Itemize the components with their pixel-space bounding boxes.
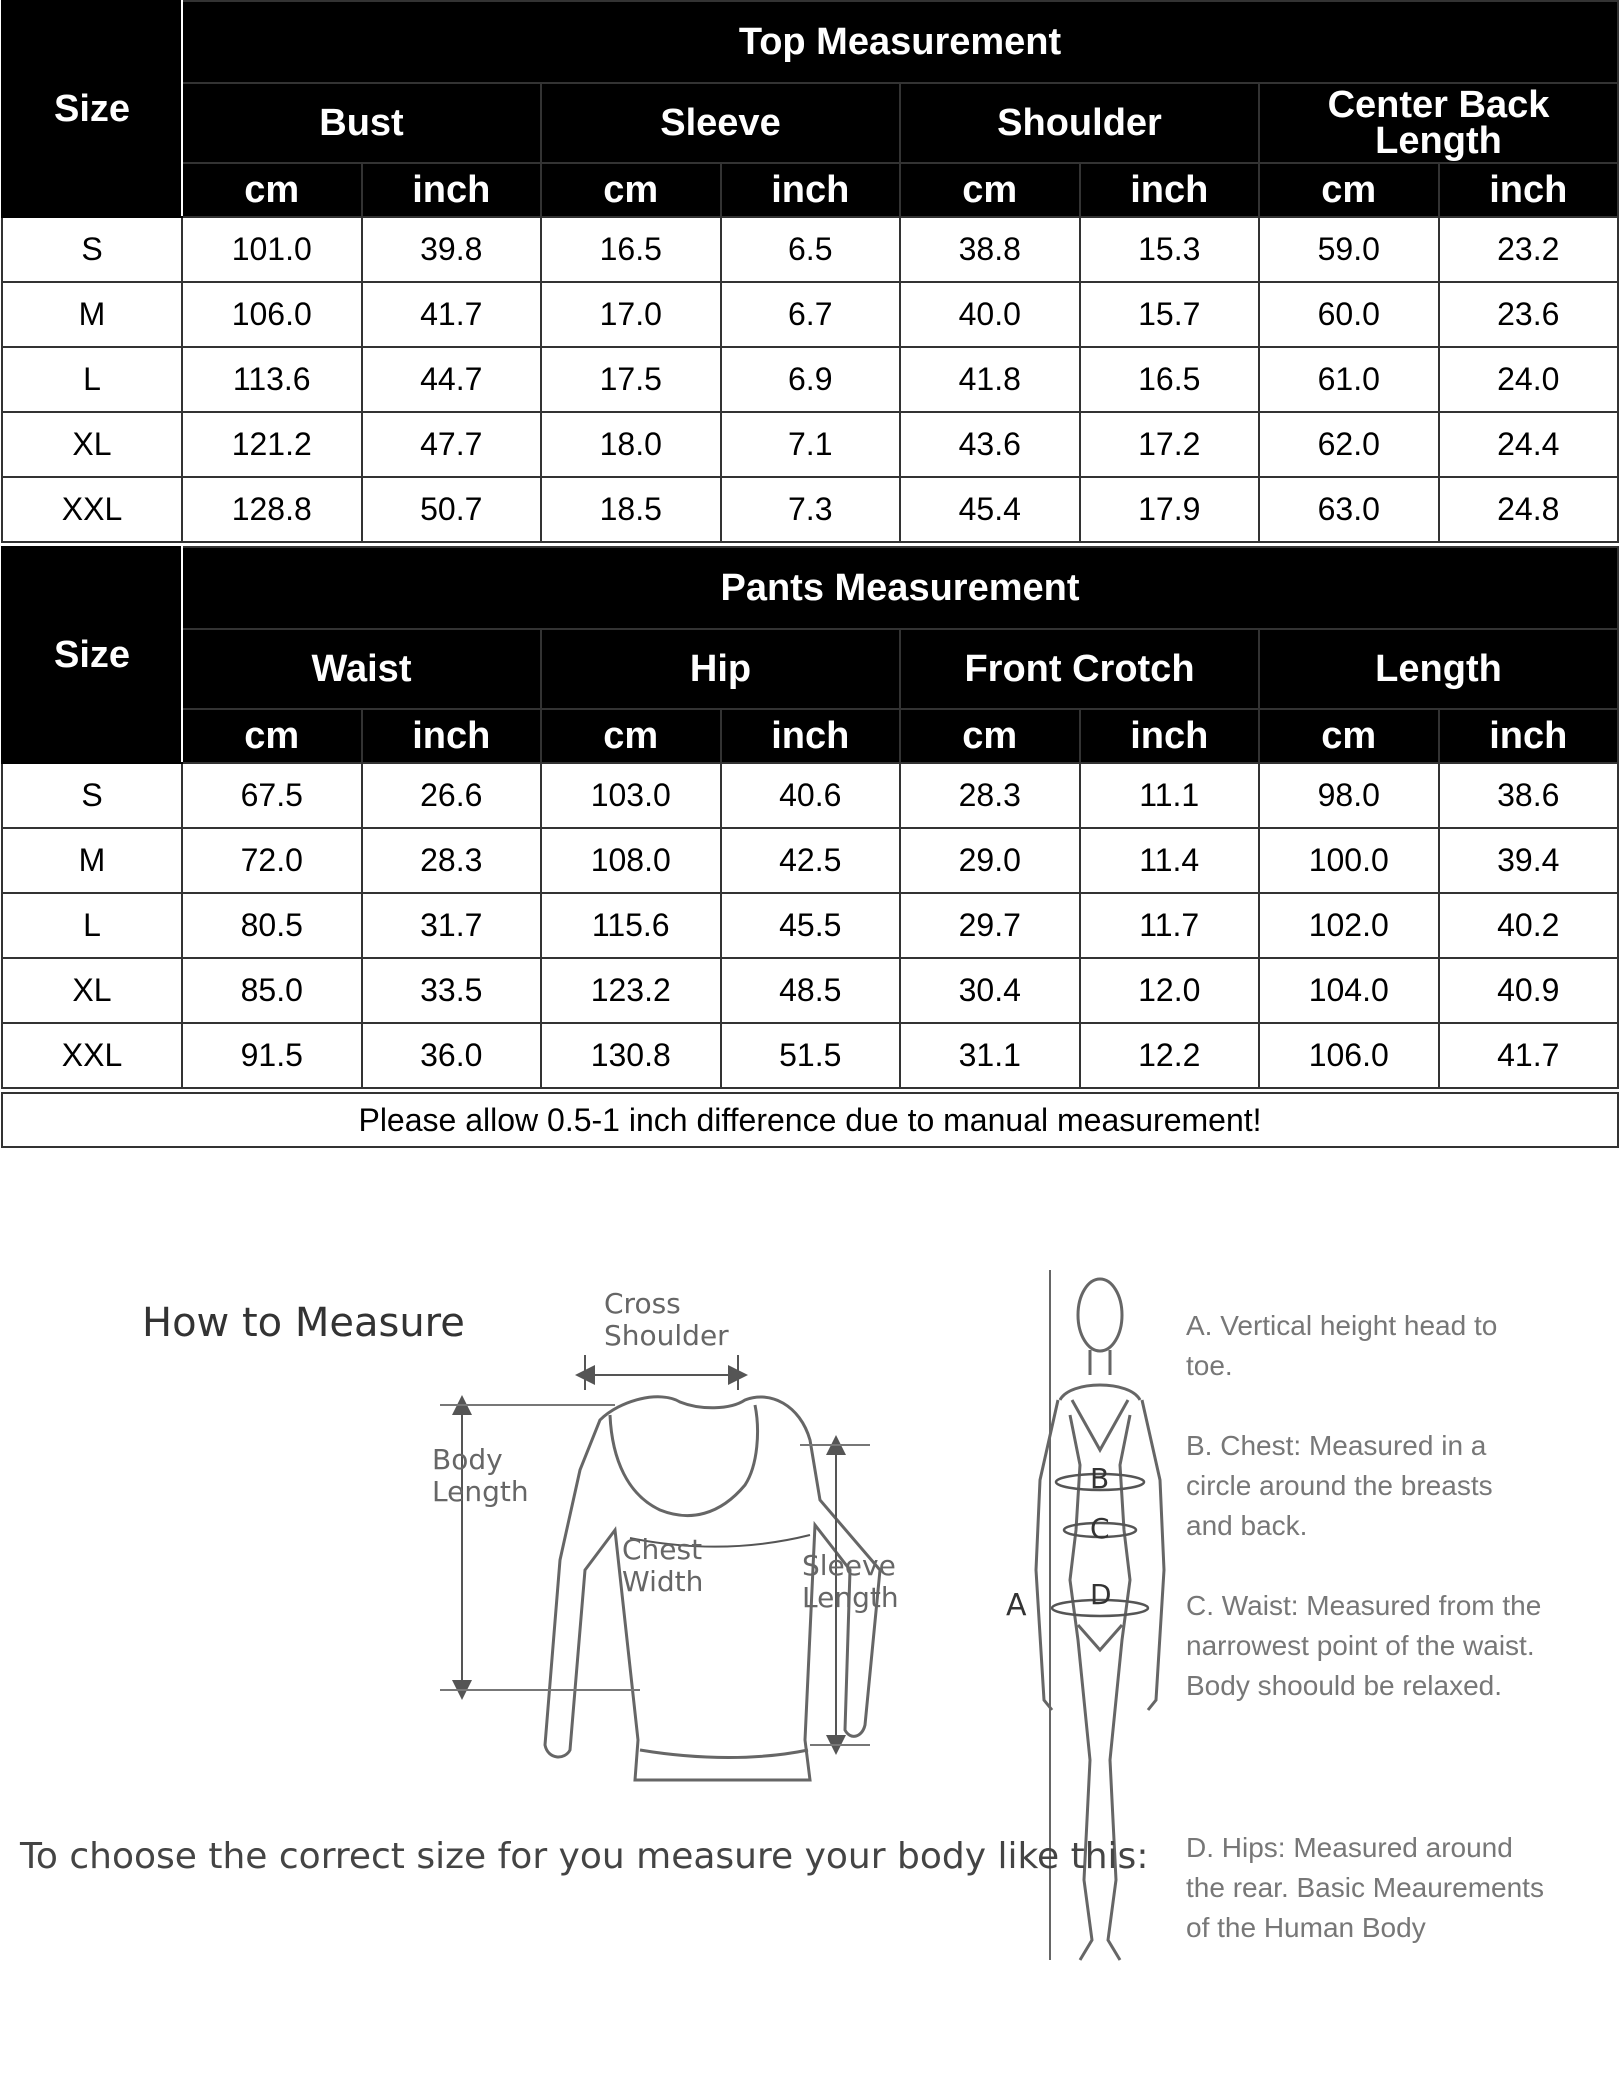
- value-cell: 44.7: [362, 347, 542, 412]
- table-row: [2, 282, 1618, 347]
- value-cell: 91.5: [182, 1023, 362, 1088]
- table-row: [2, 958, 1618, 1023]
- figure-letter-b: B: [1090, 1462, 1110, 1495]
- value-cell: 104.0: [1259, 958, 1439, 1023]
- value-cell: 41.7: [362, 282, 542, 347]
- value-cell: 18.5: [541, 477, 721, 542]
- value-cell: 115.6: [541, 893, 721, 958]
- value-cell: 101.0: [182, 217, 362, 282]
- size-cell: M: [2, 828, 182, 893]
- value-cell: 15.7: [1080, 282, 1260, 347]
- table-row: [2, 412, 1618, 477]
- value-cell: 103.0: [541, 763, 721, 828]
- table-row: [2, 763, 1618, 828]
- table-row: [2, 217, 1618, 282]
- value-cell: 43.6: [900, 412, 1080, 477]
- value-cell: 29.7: [900, 893, 1080, 958]
- value-cell: 48.5: [721, 958, 901, 1023]
- value-cell: 16.5: [541, 217, 721, 282]
- value-cell: 80.5: [182, 893, 362, 958]
- label-line: Body: [432, 1443, 503, 1476]
- cross-shoulder-label: [604, 1288, 729, 1352]
- label-line: Chest: [622, 1533, 703, 1566]
- measure-header: Center Back Length: [1259, 83, 1618, 163]
- unit-header: cm: [900, 709, 1080, 763]
- unit-header: cm: [182, 163, 362, 217]
- value-cell: 106.0: [1259, 1023, 1439, 1088]
- size-cell: L: [2, 347, 182, 412]
- value-cell: 39.4: [1439, 828, 1619, 893]
- value-cell: 47.7: [362, 412, 542, 477]
- top-measurement-table: [1, 0, 1619, 543]
- size-cell: XXL: [2, 1023, 182, 1088]
- value-cell: 102.0: [1259, 893, 1439, 958]
- value-cell: 121.2: [182, 412, 362, 477]
- value-cell: 123.2: [541, 958, 721, 1023]
- figure-letter-c: C: [1090, 1512, 1110, 1545]
- value-cell: 24.8: [1439, 477, 1619, 542]
- measurement-note: Please allow 0.5-1 inch difference due to manual measurement!: [1, 1092, 1619, 1148]
- value-cell: 29.0: [900, 828, 1080, 893]
- value-cell: 130.8: [541, 1023, 721, 1088]
- value-cell: 15.3: [1080, 217, 1260, 282]
- value-cell: 7.1: [721, 412, 901, 477]
- value-cell: 106.0: [182, 282, 362, 347]
- unit-header: cm: [541, 709, 721, 763]
- unit-header: inch: [1439, 709, 1619, 763]
- unit-header: inch: [362, 709, 542, 763]
- description-a: A. Vertical height head to toe.: [1186, 1310, 1498, 1381]
- value-cell: 28.3: [362, 828, 542, 893]
- how-to-measure-title: How to Measure: [142, 1300, 465, 1346]
- unit-header: cm: [900, 163, 1080, 217]
- unit-header: inch: [362, 163, 542, 217]
- measure-header: Front Crotch: [900, 629, 1259, 709]
- value-cell: 40.6: [721, 763, 901, 828]
- label-line: Cross: [604, 1287, 681, 1320]
- value-cell: 30.4: [900, 958, 1080, 1023]
- value-cell: 24.4: [1439, 412, 1619, 477]
- unit-header: cm: [182, 709, 362, 763]
- value-cell: 40.9: [1439, 958, 1619, 1023]
- value-cell: 59.0: [1259, 217, 1439, 282]
- value-cell: 41.8: [900, 347, 1080, 412]
- value-cell: 17.5: [541, 347, 721, 412]
- value-cell: 33.5: [362, 958, 542, 1023]
- unit-header: cm: [1259, 163, 1439, 217]
- value-cell: 11.7: [1080, 893, 1260, 958]
- measure-header: Sleeve: [541, 83, 900, 163]
- value-cell: 11.1: [1080, 763, 1260, 828]
- value-cell: 62.0: [1259, 412, 1439, 477]
- table-title: Pants Measurement: [182, 547, 1618, 629]
- table-row: [2, 893, 1618, 958]
- value-cell: 6.9: [721, 347, 901, 412]
- choose-size-instruction: To choose the correct size for you measure your body like this:: [20, 1836, 1149, 1877]
- table-row: [2, 347, 1618, 412]
- value-cell: 45.5: [721, 893, 901, 958]
- table-row: [2, 1023, 1618, 1088]
- value-cell: 100.0: [1259, 828, 1439, 893]
- label-line: Width: [622, 1565, 704, 1598]
- value-cell: 23.6: [1439, 282, 1619, 347]
- pants-table-body: [2, 763, 1618, 1088]
- value-cell: 36.0: [362, 1023, 542, 1088]
- unit-header: cm: [1259, 709, 1439, 763]
- sleeve-length-label: [802, 1550, 899, 1614]
- unit-header: cm: [541, 163, 721, 217]
- unit-header: inch: [1439, 163, 1619, 217]
- label-line: Length: [802, 1581, 899, 1614]
- value-cell: 6.7: [721, 282, 901, 347]
- value-cell: 40.2: [1439, 893, 1619, 958]
- value-cell: 98.0: [1259, 763, 1439, 828]
- value-cell: 6.5: [721, 217, 901, 282]
- value-cell: 38.6: [1439, 763, 1619, 828]
- value-cell: 38.8: [900, 217, 1080, 282]
- description-d: D. Hips: Measured around the rear. Basic Meaurements of the Human Body: [1186, 1832, 1544, 1943]
- value-cell: 31.7: [362, 893, 542, 958]
- unit-header: inch: [721, 709, 901, 763]
- value-cell: 85.0: [182, 958, 362, 1023]
- description-c: C. Waist: Measured from the narrowest point of the waist. Body shoould be relaxed.: [1186, 1590, 1542, 1701]
- value-cell: 31.1: [900, 1023, 1080, 1088]
- top-table-body: [2, 217, 1618, 542]
- size-header: Size: [2, 547, 182, 763]
- measure-header: Length: [1259, 629, 1618, 709]
- value-cell: 7.3: [721, 477, 901, 542]
- size-cell: M: [2, 282, 182, 347]
- value-cell: 67.5: [182, 763, 362, 828]
- label-line: Length: [432, 1475, 529, 1508]
- size-cell: L: [2, 893, 182, 958]
- value-cell: 45.4: [900, 477, 1080, 542]
- table-row: [2, 828, 1618, 893]
- value-cell: 17.2: [1080, 412, 1260, 477]
- chest-width-label: [622, 1534, 703, 1598]
- size-cell: XL: [2, 412, 182, 477]
- value-cell: 40.0: [900, 282, 1080, 347]
- measure-header: Shoulder: [900, 83, 1259, 163]
- label-line: Shoulder: [604, 1319, 729, 1352]
- figure-letter-d: D: [1090, 1578, 1112, 1611]
- value-cell: 72.0: [182, 828, 362, 893]
- value-cell: 28.3: [900, 763, 1080, 828]
- value-cell: 51.5: [721, 1023, 901, 1088]
- figure-letter-a: A: [1006, 1588, 1027, 1623]
- measure-header: Waist: [182, 629, 541, 709]
- value-cell: 11.4: [1080, 828, 1260, 893]
- value-cell: 18.0: [541, 412, 721, 477]
- value-cell: 63.0: [1259, 477, 1439, 542]
- value-cell: 39.8: [362, 217, 542, 282]
- label-line: Sleeve: [802, 1549, 896, 1582]
- value-cell: 60.0: [1259, 282, 1439, 347]
- size-cell: S: [2, 217, 182, 282]
- size-cell: XL: [2, 958, 182, 1023]
- value-cell: 17.9: [1080, 477, 1260, 542]
- value-cell: 24.0: [1439, 347, 1619, 412]
- value-cell: 12.0: [1080, 958, 1260, 1023]
- value-cell: 61.0: [1259, 347, 1439, 412]
- table-row: [2, 477, 1618, 542]
- size-header: Size: [2, 1, 182, 217]
- value-cell: 50.7: [362, 477, 542, 542]
- unit-header: inch: [721, 163, 901, 217]
- unit-header: inch: [1080, 709, 1260, 763]
- body-length-label: [432, 1444, 529, 1508]
- value-cell: 16.5: [1080, 347, 1260, 412]
- value-cell: 128.8: [182, 477, 362, 542]
- value-cell: 113.6: [182, 347, 362, 412]
- size-cell: S: [2, 763, 182, 828]
- value-cell: 23.2: [1439, 217, 1619, 282]
- description-b: B. Chest: Measured in a circle around the breasts and back.: [1186, 1430, 1493, 1541]
- value-cell: 42.5: [721, 828, 901, 893]
- value-cell: 17.0: [541, 282, 721, 347]
- measure-header: Bust: [182, 83, 541, 163]
- unit-header: inch: [1080, 163, 1260, 217]
- value-cell: 41.7: [1439, 1023, 1619, 1088]
- value-cell: 12.2: [1080, 1023, 1260, 1088]
- measure-header: Hip: [541, 629, 900, 709]
- table-title: Top Measurement: [182, 1, 1618, 83]
- value-cell: 108.0: [541, 828, 721, 893]
- how-to-measure-diagram: [0, 1240, 1620, 2100]
- pants-measurement-table: [1, 546, 1619, 1089]
- size-cell: XXL: [2, 477, 182, 542]
- value-cell: 26.6: [362, 763, 542, 828]
